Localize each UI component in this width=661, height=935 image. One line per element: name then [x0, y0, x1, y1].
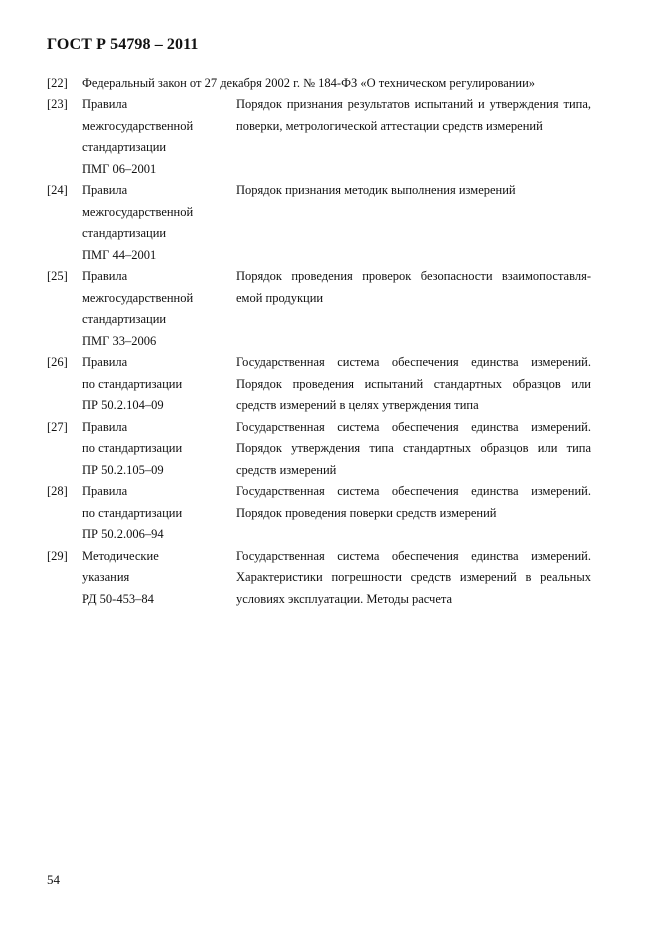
bibliography-list [47, 72, 591, 610]
entry-text: Федеральный закон от 27 декабря 2002 г. № 184-ФЗ «О техническом регулировании» [82, 76, 536, 90]
source-line: Правила [82, 269, 128, 283]
page-number: 54 [47, 872, 60, 887]
source-line: по стандартизации [82, 376, 183, 391]
entry-title: Государственная система обеспечения единства измерений. Характеристики погрешности средств измерений в реальных условиях эксплуатации. Методы расчета [236, 548, 591, 606]
bibliography-entry [47, 94, 591, 180]
source-line: межгосударственной [82, 290, 194, 305]
source-line: Методические [82, 548, 159, 563]
entry-number: [27] [47, 419, 68, 434]
source-line: Правила [82, 419, 128, 434]
entry-number: [25] [47, 269, 68, 283]
entry-source [82, 352, 236, 417]
source-line: стандартизации [82, 312, 167, 326]
source-line: стандартизации [82, 140, 167, 154]
document-header: ГОСТ Р 54798 – 2011 [47, 36, 199, 53]
entry-title: Государственная система обеспечения единства измерений. Порядок утверждения типа стандартных образцов или типа средств измерений [236, 419, 591, 477]
source-line: по стандартизации [82, 505, 183, 520]
entry-source [82, 481, 236, 546]
source-line: РД 50-453–84 [82, 591, 154, 606]
entry-title: Порядок признания методик выполнения измерений [236, 183, 516, 197]
entry-number: [22] [47, 76, 68, 90]
source-line: ПР 50.2.105–09 [82, 462, 164, 477]
entry-source [82, 417, 236, 482]
bibliography-entry [47, 417, 591, 482]
entry-source [82, 266, 236, 352]
source-line: ПМГ 06–2001 [82, 161, 157, 176]
bibliography-entry [47, 481, 591, 546]
entry-number: [29] [47, 548, 68, 563]
source-line: ПМГ 44–2001 [82, 247, 157, 262]
entry-source [82, 546, 236, 611]
bibliography-entry [47, 546, 591, 611]
source-line: стандартизации [82, 226, 167, 240]
entry-number: [23] [47, 97, 68, 111]
entry-number: [26] [47, 355, 68, 369]
source-line: межгосударственной [82, 118, 194, 133]
source-line: по стандартизации [82, 441, 183, 455]
entry-title: Государственная система обеспечения единства измерений. Порядок проведения поверки средств измерений [236, 484, 591, 520]
bibliography-entry [47, 352, 591, 417]
source-line: указания [82, 570, 130, 584]
entry-source [82, 180, 236, 266]
bibliography-entry [47, 180, 591, 266]
entry-number: [28] [47, 484, 68, 498]
entry-title: Порядок признания результатов испытаний и утверждения типа, поверки, метрологической аттестации средств измерений [236, 97, 591, 133]
source-line: Правила [82, 183, 128, 197]
source-line: ПР 50.2.104–09 [82, 398, 164, 412]
source-line: Правила [82, 355, 128, 369]
source-line: ПМГ 33–2006 [82, 333, 157, 348]
entry-title: Порядок проведения проверок безопасности взаимопоставля-емой продукции [236, 269, 591, 305]
source-line: ПР 50.2.006–94 [82, 527, 164, 541]
source-line: межгосударственной [82, 204, 194, 219]
bibliography-entry [47, 266, 591, 352]
source-line: Правила [82, 97, 128, 111]
source-line: Правила [82, 484, 128, 498]
bibliography-entry [47, 72, 591, 94]
entry-number: [24] [47, 183, 68, 197]
entry-source [82, 94, 236, 180]
entry-title: Государственная система обеспечения единства измерений. Порядок проведения испытаний стандартных образцов или средств измерений в целях утверждения типа [236, 355, 591, 412]
